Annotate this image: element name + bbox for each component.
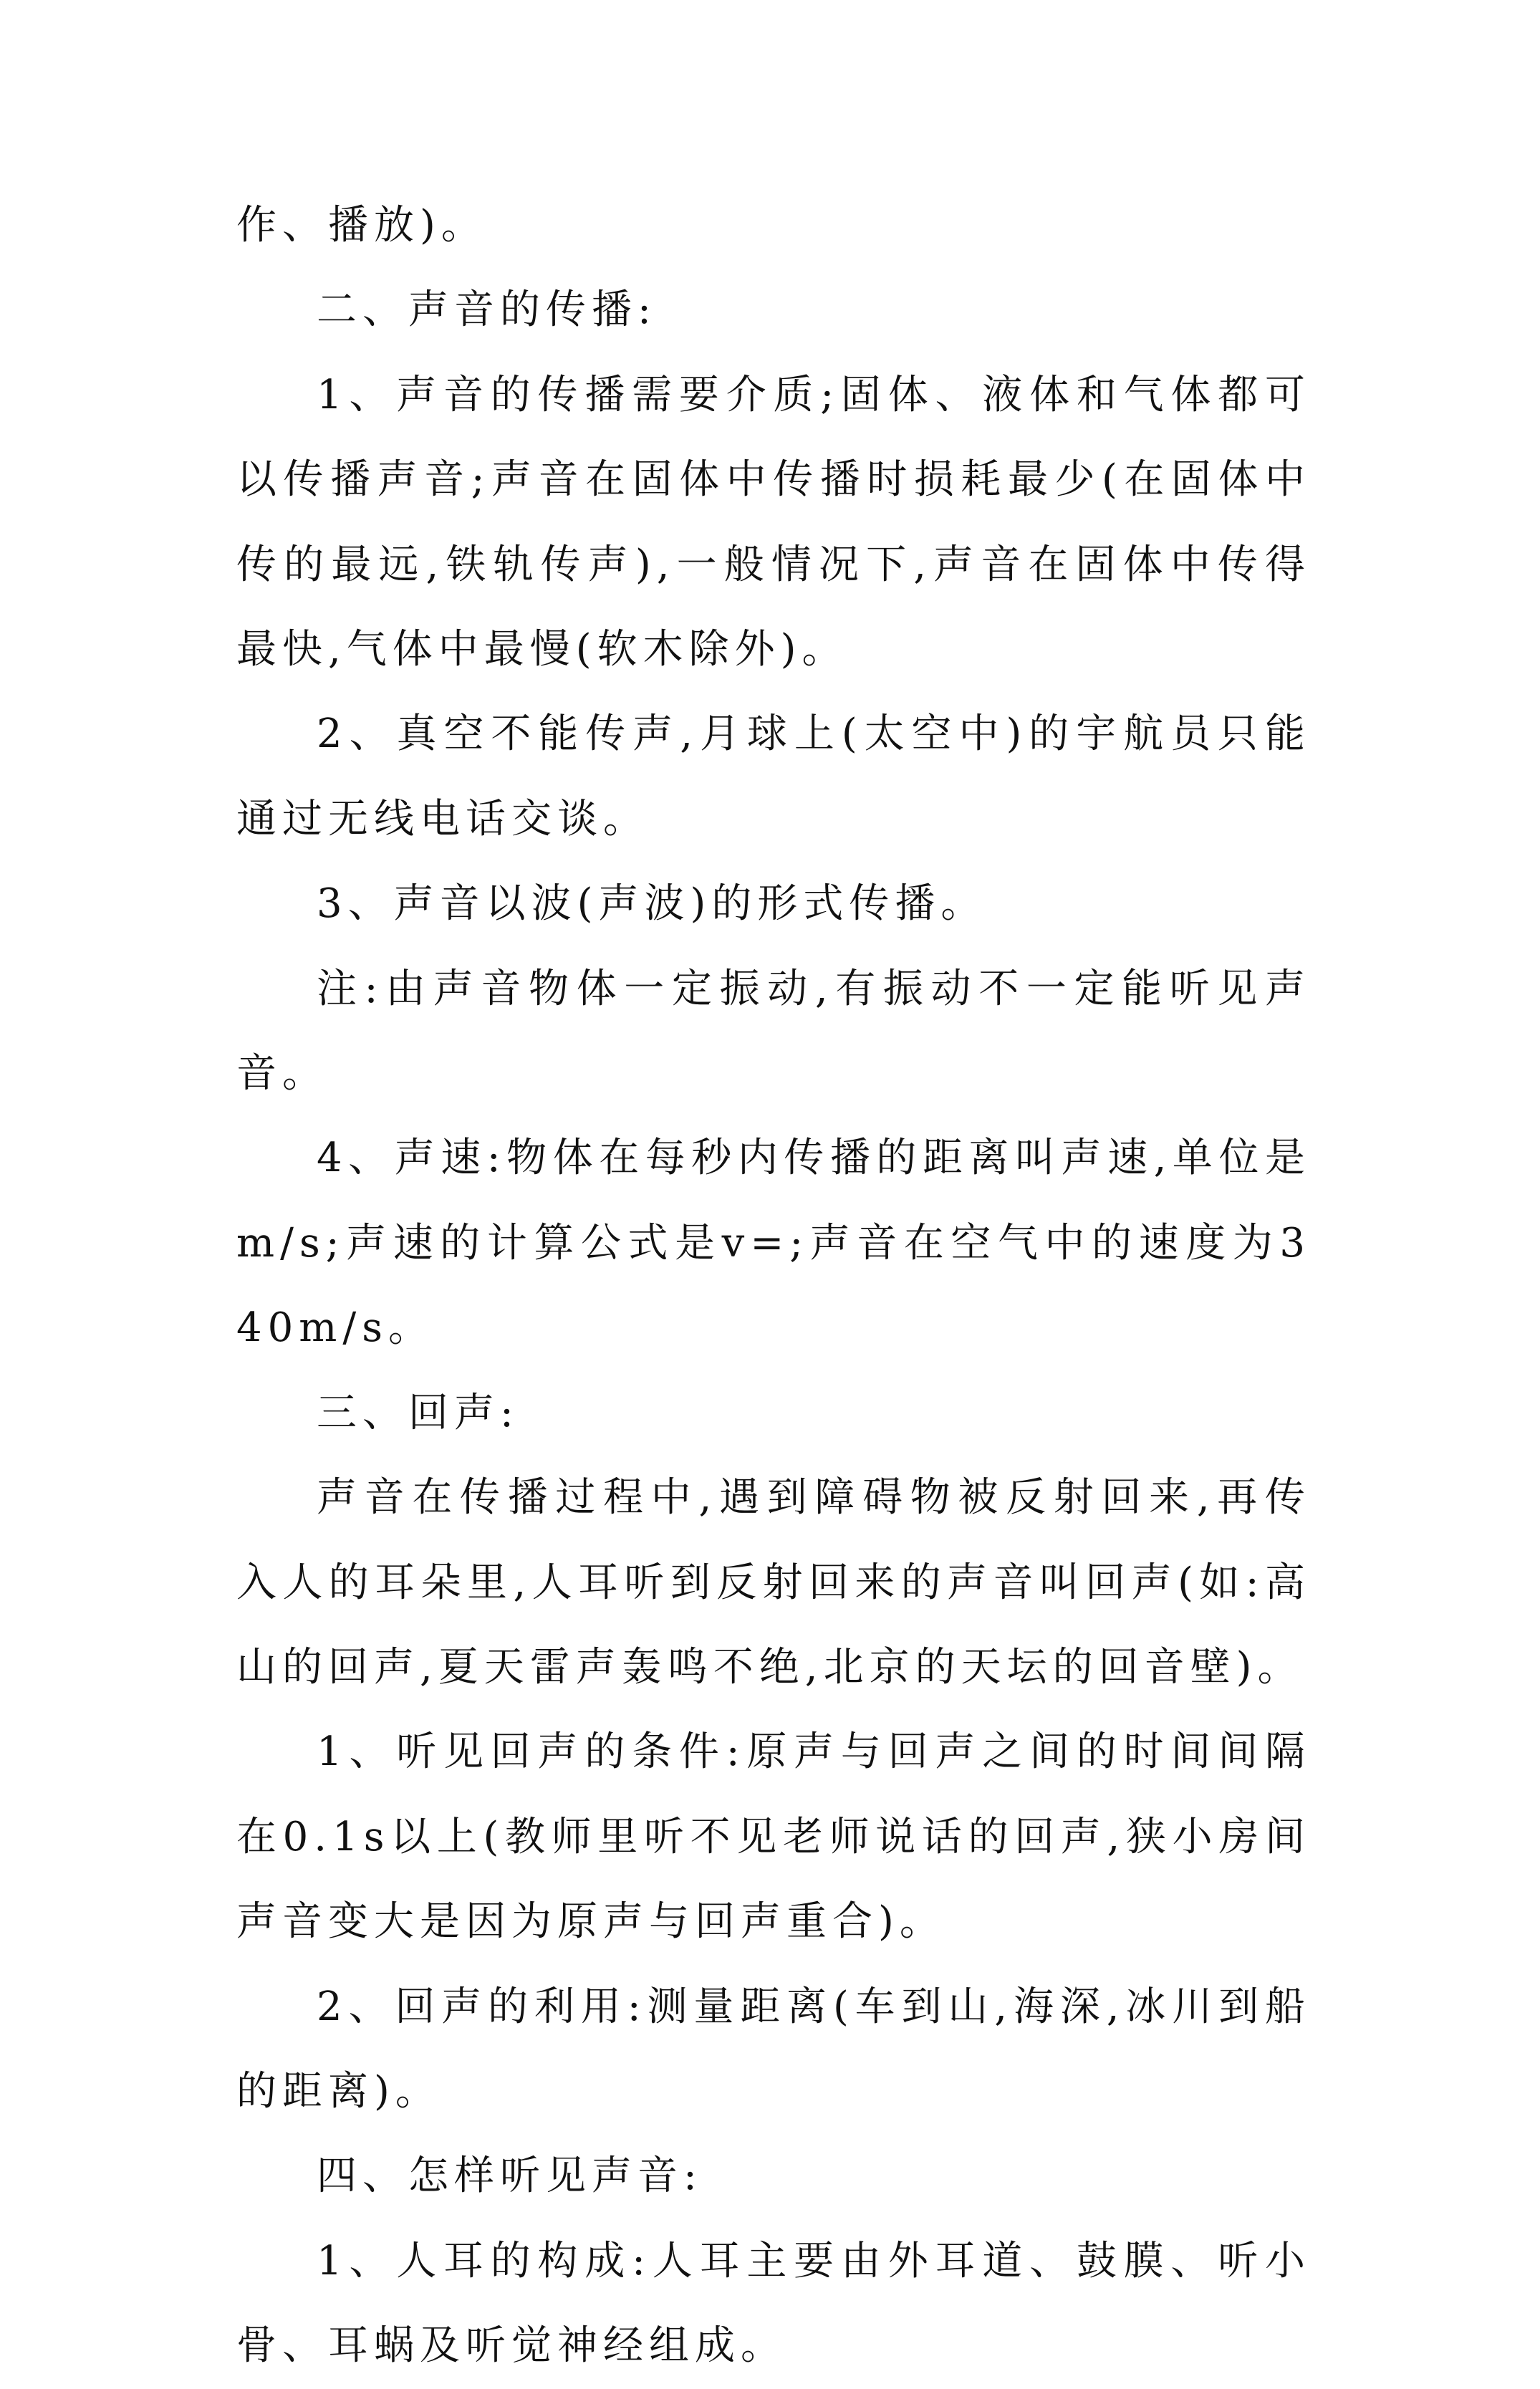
paragraph-medium: 1、声音的传播需要介质;固体、液体和气体都可以传播声音;声音在固体中传播时损耗最少(在固体中传的最远,铁轨传声),一般情况下,声音在固体中传得最快,气体中最慢(软木除外)。 — [236, 371, 1311, 673]
paragraph-echo-use: 2、回声的利用:测量距离(车到山,海深,冰川到船的距离)。 — [236, 1983, 1311, 2115]
paragraph-continuation: 作、播放)。 — [236, 202, 487, 249]
section-heading-propagation: 二、声音的传播: — [317, 287, 657, 334]
paragraph-vacuum: 2、真空不能传声,月球上(太空中)的宇航员只能通过无线电话交谈。 — [236, 711, 1311, 842]
paragraph-echo-definition: 声音在传播过程中,遇到障碍物被反射回来,再传入人的耳朵里,人耳听到反射回来的声音叫回声(如:高山的回声,夏天雷声轰鸣不绝,北京的天坛的回音壁)。 — [236, 1474, 1311, 1691]
paragraph-echo-condition: 1、听见回声的条件:原声与回声之间的时间间隔在0.1s以上(教师里听不见老师说话的回声,狭小房间声音变大是因为原声与回声重合)。 — [236, 1729, 1311, 1946]
paragraph-ear-structure: 1、人耳的构成:人耳主要由外耳道、鼓膜、听小骨、耳蜗及听觉神经组成。 — [236, 2237, 1311, 2370]
section-heading-hearing: 四、怎样听见声音: — [317, 2153, 703, 2200]
document-page — [236, 183, 1311, 2389]
section-heading-echo: 三、回声: — [317, 1389, 519, 1436]
paragraph-speed-of-sound: 4、声速:物体在每秒内传播的距离叫声速,单位是m/s;声速的计算公式是v=;声音在空气中的速度为340m/s。 — [236, 1135, 1311, 1352]
paragraph-sound-wave: 3、声音以波(声波)的形式传播。 — [317, 880, 987, 928]
paragraph-note: 注:由声音物体一定振动,有振动不一定能听见声音。 — [236, 965, 1311, 1097]
